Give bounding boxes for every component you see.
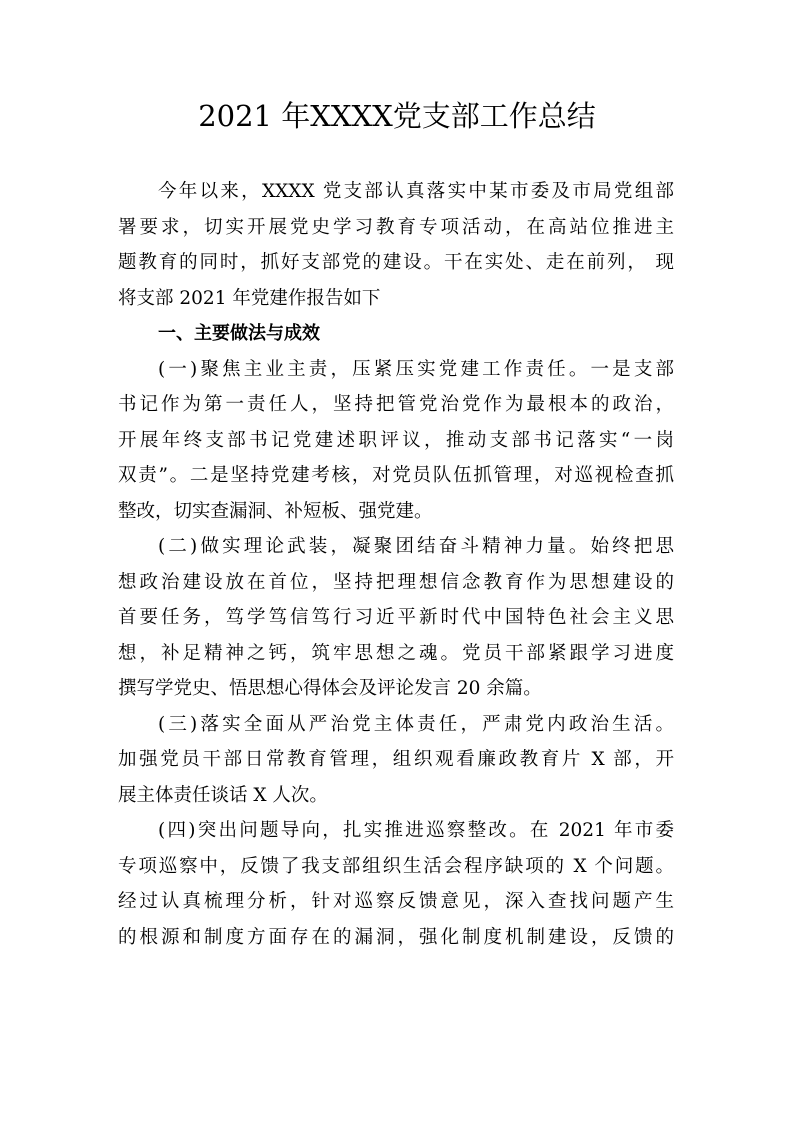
text-line: 专项巡察中，反馈了我支部组织生活会程序缺项的 X 个问题。 [118,855,674,877]
text-line: (一)聚焦主业主责，压紧压实党建工作责任。一是支部 [158,358,674,380]
paragraph-1 [118,352,674,530]
text-line: 署要求，切实开展党史学习教育专项活动，在高站位推进主 [118,216,674,238]
text-line: 整改，切实查漏洞、补短板、强党建。 [118,500,433,522]
text-line: 将支部 2021 年党建作报告如下 [118,287,381,309]
text-line: 的根源和制度方面存在的漏洞，强化制度机制建设，反馈的 [118,926,674,948]
section-heading: 一、主要做法与成效 [158,323,320,344]
intro-paragraph [118,174,674,316]
text-line: 经过认真梳理分析，针对巡察反馈意见，深入查找问题产生 [118,891,674,912]
text-line: 书记作为第一责任人，坚持把管党治党作为最根本的政治， [118,394,674,415]
text-line: (三)落实全面从严治党主体责任，严肃党内政治生活。 [158,713,674,735]
text-line: 今年以来，XXXX 党支部认真落实中某市委及市局党组部 [158,181,674,202]
paragraph-2 [118,529,674,707]
text-line: (二)做实理论武装，凝聚团结奋斗精神力量。始终把思 [158,536,674,557]
paragraph-3 [118,707,674,814]
paragraph-4 [118,813,674,955]
text-line: (四)突出问题导向，扎实推进巡察整改。在 2021 年市委 [158,820,674,841]
text-line: 双责”。二是坚持党建考核，对党员队伍抓管理，对巡视检查抓 [118,465,674,486]
document-title: 2021 年XXXX党支部工作总结 [198,99,596,133]
text-line: 题教育的同时，抓好支部党的建设。干在实处、走在前列， 现 [118,252,674,273]
text-line: 想政治建设放在首位，坚持把理想信念教育作为思想建设的 [118,571,674,593]
text-line: 撰写学党史、悟思想心得体会及评论发言 20 余篇。 [118,678,542,699]
document-body [118,174,674,955]
text-line: 加强党员干部日常教育管理，组织观看廉政教育片 X 部，开 [118,749,674,770]
text-line: 开展年终支部书记党建述职评议，推动支部书记落实“一岗 [118,429,674,451]
text-line: 想，补足精神之钙，筑牢思想之魂。党员干部紧跟学习进度 [118,642,674,664]
text-line: 首要任务，笃学笃信笃行习近平新时代中国特色社会主义思 [118,607,674,628]
text-line: 展主体责任谈话 X 人次。 [118,784,328,806]
